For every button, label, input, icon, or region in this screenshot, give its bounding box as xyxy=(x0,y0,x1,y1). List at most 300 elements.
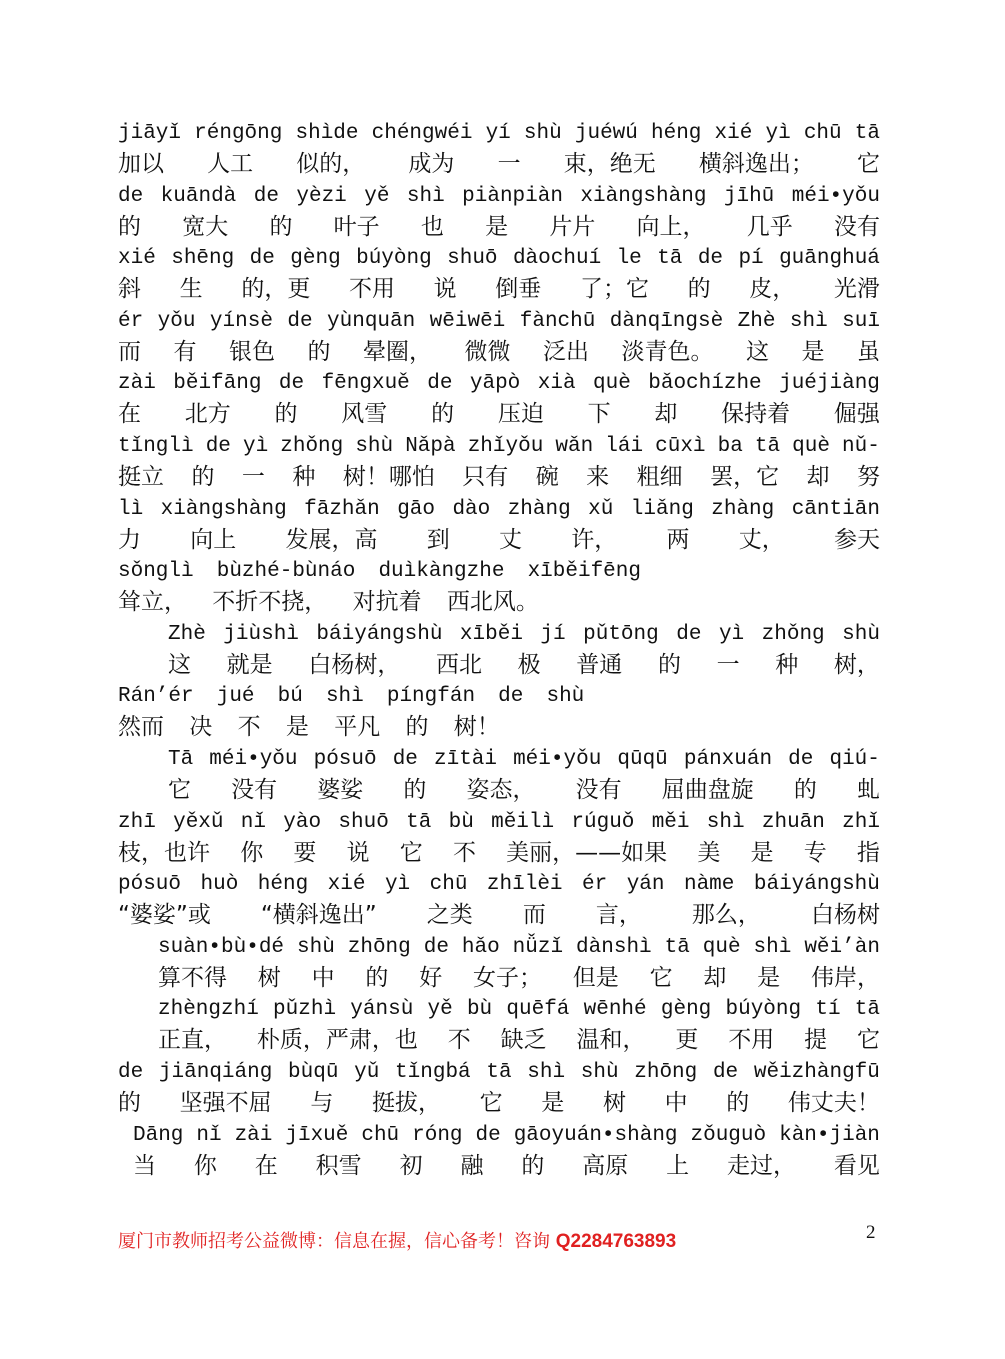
word: 它 xyxy=(168,776,191,803)
word: tǐngbá xyxy=(395,1060,471,1084)
word: búyòng xyxy=(356,247,432,271)
word: wěizhàngfū xyxy=(753,1060,880,1084)
word: 不用 xyxy=(348,276,395,303)
word: zhōng xyxy=(634,1060,698,1084)
word: 的 xyxy=(307,338,331,365)
word: ér xyxy=(118,309,144,333)
word: zītài xyxy=(433,747,497,771)
word: 说 xyxy=(433,276,457,303)
word: shēng xyxy=(171,247,235,271)
word: 这 xyxy=(168,651,191,678)
word: ér xyxy=(582,873,608,897)
word: shù xyxy=(842,622,880,646)
word: nǐ xyxy=(240,810,267,834)
word: 压迫 xyxy=(497,401,544,428)
word: 在 xyxy=(118,401,141,428)
word: kàn•jiàn xyxy=(779,1123,880,1147)
word: lì xyxy=(118,497,144,521)
word: 伟丈夫！ xyxy=(787,1089,880,1116)
word: 一 xyxy=(241,463,265,490)
hanzi-line xyxy=(118,963,880,994)
word: yào xyxy=(283,810,322,834)
word: 罢，它 xyxy=(710,463,780,490)
word: 温和， xyxy=(576,1027,646,1054)
word: 然而 xyxy=(118,714,164,741)
word: 是 xyxy=(750,839,774,866)
word: de xyxy=(287,309,313,333)
word: 它 xyxy=(856,151,880,177)
word: zài xyxy=(118,372,156,396)
word: 泛出 xyxy=(543,338,589,365)
word: 两 xyxy=(666,526,690,553)
word: de xyxy=(278,372,305,396)
word: yèzi xyxy=(296,184,347,208)
word: 晕圈， xyxy=(363,338,432,365)
word: huò xyxy=(200,873,239,897)
word: yùnquān xyxy=(327,309,416,333)
pinyin-line xyxy=(118,181,880,212)
pinyin-line xyxy=(118,494,880,525)
word: 融 xyxy=(460,1152,484,1179)
word: tā xyxy=(406,810,432,834)
word: zhǐ xyxy=(842,810,880,834)
word: de xyxy=(676,622,702,646)
word: 极 xyxy=(517,651,541,678)
word: yǔ xyxy=(354,1060,380,1084)
word: yì xyxy=(242,434,269,458)
word: 上 xyxy=(666,1152,690,1179)
word: zhàng xyxy=(507,497,571,521)
word: 的 xyxy=(793,776,817,803)
word: 积雪 xyxy=(315,1152,362,1179)
word: 倔强 xyxy=(833,401,880,428)
word: 专 xyxy=(803,839,827,866)
word: 坚强不屈 xyxy=(179,1089,272,1116)
word: xīběi xyxy=(459,622,523,646)
word: 银色 xyxy=(229,338,275,365)
word: 不折不挠， xyxy=(212,589,328,616)
word: 丈 xyxy=(499,526,522,553)
word: 保持着 xyxy=(721,401,791,428)
word: 它 xyxy=(479,1089,503,1116)
pinyin-line xyxy=(118,556,880,587)
hanzi-line xyxy=(118,712,880,743)
word: běifāng xyxy=(173,372,262,396)
word: 的 xyxy=(687,276,711,303)
word: Nǎpà xyxy=(405,434,456,458)
word: de xyxy=(423,935,449,959)
word: 看见 xyxy=(833,1152,880,1179)
word: Dāng xyxy=(133,1123,184,1147)
word: 生 xyxy=(179,276,203,303)
word: nǐ xyxy=(196,1123,222,1147)
word: 是 xyxy=(541,1089,565,1116)
hanzi-line xyxy=(118,399,880,430)
text-line-pair xyxy=(118,681,880,744)
word: 挺立 xyxy=(118,463,164,490)
word: 一 xyxy=(716,651,740,678)
word: Tā xyxy=(168,747,194,771)
pinyin-line xyxy=(118,932,880,963)
word: 算不得 xyxy=(158,964,227,991)
hanzi-line xyxy=(118,337,880,368)
word: suī xyxy=(842,309,880,333)
word: 的 xyxy=(521,1152,545,1179)
word: “婆娑”或 xyxy=(118,902,211,929)
word: 决 xyxy=(189,714,213,741)
word: 屈曲盘旋 xyxy=(661,776,754,803)
word: 在 xyxy=(254,1152,278,1179)
word: 丈， xyxy=(738,526,785,553)
word: 那么， xyxy=(691,902,761,929)
word: fāzhǎn xyxy=(304,497,380,521)
word: 普通 xyxy=(576,651,623,678)
word: 光滑 xyxy=(833,276,880,303)
word: Rán’ér xyxy=(118,685,194,709)
word: réngōng xyxy=(194,122,283,145)
word: lái xyxy=(605,434,644,458)
word: yán xyxy=(626,873,665,897)
word: jiùshì xyxy=(223,622,299,646)
word: què xyxy=(592,372,631,396)
word: 却 xyxy=(806,463,830,490)
word: shuō xyxy=(447,247,498,271)
word: 你 xyxy=(240,839,264,866)
hanzi-line xyxy=(118,462,880,493)
word: zhīlèi xyxy=(486,873,563,897)
word: 努 xyxy=(856,463,880,490)
word: 树！ xyxy=(453,714,500,741)
word: 白杨树， xyxy=(308,651,401,678)
word: xià xyxy=(537,372,576,396)
word: 人工 xyxy=(207,151,254,177)
word: 朴质，严肃，也 xyxy=(256,1027,418,1054)
word: 没有 xyxy=(231,776,278,803)
word: guānghuá xyxy=(779,247,880,271)
hanzi-line xyxy=(118,212,880,243)
word: 它 xyxy=(649,964,673,991)
word: 但是 xyxy=(572,964,619,991)
word: nàme xyxy=(683,873,735,897)
word: jīhū xyxy=(723,184,775,208)
word: Zhè xyxy=(737,309,776,333)
footer-banner xyxy=(118,1227,676,1253)
word: 初 xyxy=(399,1152,423,1179)
word: 皮， xyxy=(749,276,796,303)
word: xié xyxy=(714,122,753,145)
word: bǎochízhe xyxy=(648,372,762,396)
word: 提 xyxy=(804,1027,828,1054)
word: 的 xyxy=(403,776,427,803)
hanzi-line xyxy=(118,525,880,556)
word: 的 xyxy=(431,401,455,428)
word: yě xyxy=(364,184,390,208)
word: de xyxy=(249,247,275,271)
word: 宽大 xyxy=(182,213,229,240)
word: 婆娑 xyxy=(317,776,364,803)
word: zhàng xyxy=(711,497,775,521)
word: 它 xyxy=(857,1027,880,1054)
word: 高原 xyxy=(582,1152,629,1179)
word: 片片 xyxy=(549,213,596,240)
word: yāpò xyxy=(469,372,521,396)
word: 参天 xyxy=(834,526,880,553)
word: 中 xyxy=(311,964,335,991)
word: pí xyxy=(738,247,764,271)
word: 倒垂 xyxy=(495,276,542,303)
word: yì xyxy=(765,122,791,145)
pinyin-line xyxy=(118,994,880,1025)
word: 横斜逸出； xyxy=(698,151,814,177)
word: shuō xyxy=(338,810,389,834)
word: xiàngshàng xyxy=(580,184,707,208)
word: 西北 xyxy=(435,651,482,678)
word: hǎo xyxy=(461,935,500,959)
word: 向上， xyxy=(636,213,706,240)
word: suàn•bù•dé xyxy=(158,935,285,959)
word: què xyxy=(702,935,741,959)
word: 挺拔， xyxy=(371,1089,441,1116)
word: xiàngshàng xyxy=(160,497,287,521)
word: 之类 xyxy=(426,902,473,929)
word: zhǒng xyxy=(280,434,344,458)
word: fànchū xyxy=(519,309,596,333)
word: juéwú xyxy=(574,122,638,145)
word: jiānqiáng xyxy=(158,1060,273,1084)
word: 是 xyxy=(757,964,781,991)
word: bù xyxy=(466,998,493,1022)
word: 西北风。 xyxy=(446,589,539,616)
word: tǐnglì xyxy=(118,434,194,458)
word: 耸立， xyxy=(118,589,187,616)
word: de xyxy=(118,184,144,208)
word: bú xyxy=(277,685,303,709)
word: zhǒng xyxy=(761,622,825,646)
word: měilì xyxy=(491,810,555,834)
word: báiyángshù xyxy=(753,873,880,897)
word: yě xyxy=(427,998,453,1022)
word: 淡青色。 xyxy=(621,338,714,365)
word: 也 xyxy=(420,213,444,240)
word: 美 xyxy=(697,839,721,866)
text-line-pair xyxy=(118,431,880,494)
word: 向上 xyxy=(190,526,237,553)
word: sǒnglì xyxy=(118,560,194,584)
word: 微微 xyxy=(464,338,511,365)
word: dànqīngsè xyxy=(609,309,724,333)
word: 树 xyxy=(602,1089,626,1116)
text-line-pair xyxy=(118,869,880,932)
word: 平凡 xyxy=(334,714,381,741)
pinyin-line xyxy=(118,619,880,650)
pinyin-line xyxy=(118,869,880,900)
word: jiāyǐ xyxy=(118,122,182,145)
word: 下 xyxy=(587,401,611,428)
word: 好 xyxy=(419,964,443,991)
word: 树！哪怕 xyxy=(342,463,435,490)
word: shìde xyxy=(295,122,359,145)
word: zài xyxy=(234,1123,273,1147)
word: 种 xyxy=(775,651,799,678)
word: bùzhé-bùnáo xyxy=(216,560,356,584)
text-line-pair xyxy=(118,619,880,682)
word: shù xyxy=(523,122,562,145)
text-line-pair xyxy=(118,807,880,870)
word: 伟岸， xyxy=(810,964,880,991)
word: shù xyxy=(355,434,394,458)
word: shì xyxy=(753,935,792,959)
word: 中 xyxy=(664,1089,688,1116)
word: de xyxy=(427,372,453,396)
word: wēiwēi xyxy=(429,309,506,333)
word: shù xyxy=(296,935,335,959)
word: wēnhé xyxy=(583,998,647,1022)
word: cāntiān xyxy=(791,497,880,521)
word: dànshì xyxy=(576,935,652,959)
word: 只有 xyxy=(462,463,509,490)
text-line-pair xyxy=(118,994,880,1057)
word: pánxuán xyxy=(683,747,773,771)
word: 是 xyxy=(485,213,509,240)
word: pósuō xyxy=(118,873,182,897)
word: chū xyxy=(429,873,468,897)
footer-qq: Q2284763893 xyxy=(555,1231,677,1252)
word: zhōng xyxy=(347,935,411,959)
hanzi-line xyxy=(118,650,880,681)
word: shì xyxy=(325,685,364,709)
word: 要 xyxy=(293,839,317,866)
word: chū xyxy=(803,122,842,145)
word: 正直， xyxy=(158,1027,227,1054)
word: xié xyxy=(327,873,366,897)
word: de xyxy=(697,247,724,271)
text-line-pair xyxy=(118,1057,880,1120)
word: qiú- xyxy=(829,747,880,771)
word: 叶子 xyxy=(333,213,380,240)
word: shù xyxy=(546,685,585,709)
word: shì xyxy=(706,810,745,834)
word: 来 xyxy=(586,463,610,490)
word: jué xyxy=(216,685,255,709)
hanzi-line xyxy=(118,775,880,806)
word: 树 xyxy=(257,964,281,991)
hanzi-line xyxy=(118,274,880,305)
word: rúguǒ xyxy=(571,810,635,834)
word: tā xyxy=(657,247,683,271)
text-line-pair xyxy=(118,118,880,181)
word: 的 xyxy=(118,213,141,240)
word: 北方 xyxy=(184,401,231,428)
word: yínsè xyxy=(209,309,273,333)
word: yǒu xyxy=(157,309,196,333)
word: 是 xyxy=(801,338,825,365)
word: méi•yǒu xyxy=(513,747,602,771)
word: 没有 xyxy=(833,213,880,240)
hanzi-line xyxy=(118,838,880,869)
text-line-pair xyxy=(118,181,880,244)
word: 不 xyxy=(447,1027,471,1054)
pinyin-line xyxy=(118,681,880,712)
word: tí xyxy=(815,998,841,1022)
pinyin-line xyxy=(118,1057,880,1088)
word: 了；它 xyxy=(579,276,649,303)
word: 这 xyxy=(746,338,769,365)
word: zǒuguò xyxy=(690,1123,767,1147)
word: 的 xyxy=(657,651,681,678)
word: 种 xyxy=(292,463,316,490)
word: pǔtōng xyxy=(583,622,659,646)
word: 到 xyxy=(426,526,450,553)
word: 似的， xyxy=(296,151,366,177)
word: 几乎 xyxy=(746,213,793,240)
word: de xyxy=(118,1060,144,1084)
word: duìkàngzhe xyxy=(378,560,505,584)
word: 不用 xyxy=(728,1027,775,1054)
text-line-pair xyxy=(118,556,880,619)
hanzi-line xyxy=(118,149,880,180)
hanzi-line xyxy=(118,1025,880,1056)
word: 缺乏 xyxy=(500,1027,547,1054)
word: le xyxy=(616,247,642,271)
word: 加以 xyxy=(118,151,164,177)
word: 它 xyxy=(399,839,423,866)
pinyin-line xyxy=(118,306,880,337)
word: 当 xyxy=(133,1152,156,1179)
word: 就是 xyxy=(226,651,273,678)
word: shì xyxy=(406,184,445,208)
word: cūxì xyxy=(655,434,706,458)
word: 的，更 xyxy=(241,276,311,303)
word: 而 xyxy=(522,902,546,929)
text-line-pair xyxy=(118,932,880,995)
word: nǔ- xyxy=(842,434,880,458)
word: xié xyxy=(118,247,156,271)
word: 你 xyxy=(193,1152,217,1179)
word: yì xyxy=(384,873,411,897)
word: nǚzǐ xyxy=(512,935,564,959)
word: 没有 xyxy=(575,776,622,803)
word: de xyxy=(788,747,814,771)
word: de xyxy=(475,1123,501,1147)
word: 发展，高 xyxy=(285,526,378,553)
hanzi-line xyxy=(118,900,880,931)
word: 是 xyxy=(285,714,309,741)
pinyin-line xyxy=(118,368,880,399)
word: méi•yǒu xyxy=(791,184,880,208)
word: 成为 xyxy=(408,151,455,177)
word: gèng xyxy=(660,998,712,1022)
word: 枝，也许 xyxy=(118,839,210,866)
word: chū xyxy=(361,1123,400,1147)
text-line-pair xyxy=(118,744,880,807)
word: yánsù xyxy=(350,998,414,1022)
word: tā xyxy=(754,434,781,458)
word: 虬 xyxy=(857,776,880,803)
word: “横斜逸出” xyxy=(260,902,377,929)
word: dào xyxy=(452,497,491,521)
word: de xyxy=(253,184,279,208)
document-body xyxy=(118,118,880,1182)
word: ba xyxy=(717,434,743,458)
word: xīběifēng xyxy=(527,560,641,584)
word: 白杨树 xyxy=(810,902,880,929)
word: dàochuí xyxy=(512,247,602,271)
word: 有 xyxy=(173,338,197,365)
text-line-pair xyxy=(118,243,880,306)
word: 与 xyxy=(310,1089,334,1116)
word: de xyxy=(712,1060,739,1084)
word: 却 xyxy=(654,401,678,428)
